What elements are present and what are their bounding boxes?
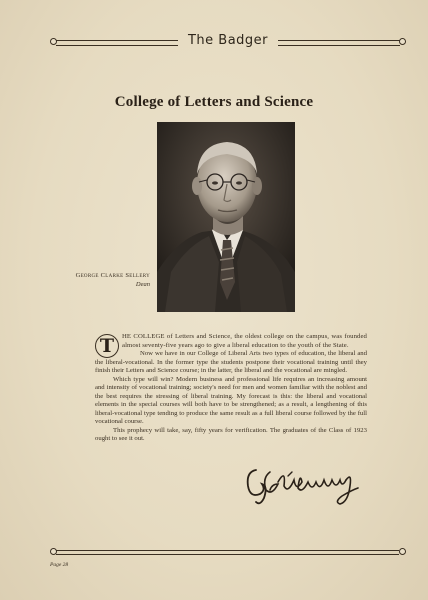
header-rule-cap-right (399, 38, 406, 45)
signature (242, 458, 364, 508)
drop-cap: T (95, 334, 119, 358)
photo-caption (60, 271, 150, 289)
article-paragraph: Now we have in our College of Liberal Arts two types of education, the liberal and the liberal-vocational. In the former type the students postpone their vocational training until they finish their Letters and Science course; in the latter, the liberal and the vocational are mingled. (95, 350, 367, 374)
portrait-illustration (157, 122, 295, 312)
header-rule-right (278, 40, 400, 46)
caption-name: George Clarke Sellery (75, 272, 150, 279)
section-title: College of Letters and Science (114, 94, 314, 110)
article-paragraph: This prophecy will take, say, fifty years for verification. The graduates of the Class of 1923 ought to see it out. (95, 426, 367, 442)
footer-rule-cap-right (399, 548, 406, 555)
caption-role: Dean (135, 281, 150, 288)
page-footer (50, 547, 406, 557)
footer-rule (56, 550, 399, 555)
page-number: Page 28 (50, 562, 69, 568)
portrait-photo (157, 122, 295, 312)
publication-title: The Badger (187, 33, 269, 48)
header-rule-left (56, 40, 178, 46)
paragraph-text: HE COLLEGE of Letters and Science, the oldest college on the campus, was founded almost seventy-five years ago to give a liberal education to the youth of the State. (122, 333, 367, 349)
article-paragraph: Which type will win? Modern business and professional life requires an increasing amount and intensity of vocational training; society's need for men and women familiar with the noblest and the best requires the stressing of liberal training. My forecast is this: the liberal and vocational elements in the special courses will both have to be strengthened; as a result, a lengthening of this liberal-vocational type tending to produce the same result as a full liberal course followed by the full vocational course. (95, 375, 367, 425)
page-header (50, 33, 406, 49)
article-body (95, 333, 367, 444)
signature-drawing (242, 458, 364, 508)
article-paragraph (95, 333, 367, 357)
